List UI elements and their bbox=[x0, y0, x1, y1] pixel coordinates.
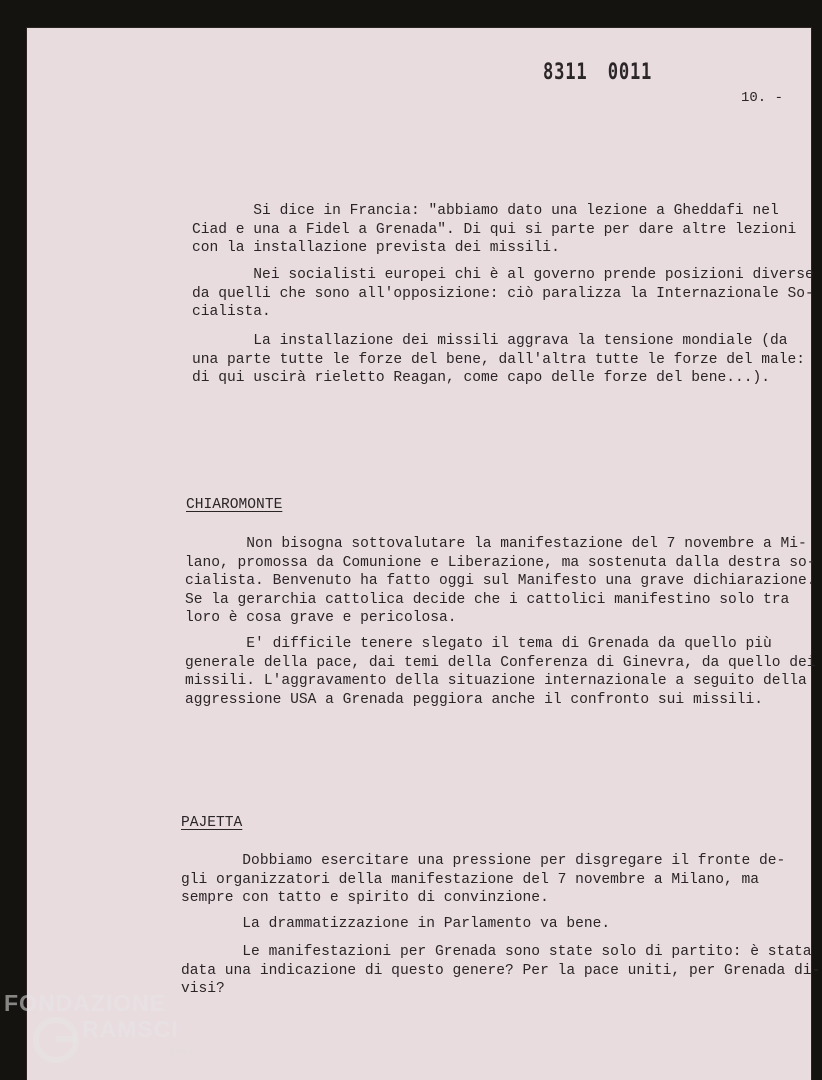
logo-line1: FONDAZIONE bbox=[4, 990, 167, 1016]
paragraph: Nei socialisti europei chi è al governo prende posizioni diverse da quelli che sono all'opposizione: ciò paralizza la Internazionale So- cialista. bbox=[192, 267, 814, 320]
paragraph: Si dice in Francia: "abbiamo dato una lezione a Gheddafi nel Ciad e una a Fidel a Grenada". Di qui si parte per dare altre lezioni con la installazione prevista dei missili. bbox=[192, 203, 797, 256]
paragraph: Non bisogna sottovalutare la manifestazione del 7 novembre a Mi- lano, promossa da Comunione e Liberazione, ma sostenuta dalla destra so- cialista. Benvenuto ha fatto oggi sul Manifesto una grave dichiarazione. Se la gerarchia cattolica decide che i cattolici manifestino solo tra loro è cosa grave e pericolosa. bbox=[185, 536, 816, 626]
logo-g-circle-icon bbox=[32, 1016, 80, 1064]
archive-stamp-number bbox=[543, 60, 672, 85]
archive-number-part: 8311 bbox=[543, 60, 588, 85]
fondazione-gramsci-watermark-logo bbox=[4, 990, 204, 1078]
speaker-heading-chiaromonte: CHIAROMONTE bbox=[186, 497, 283, 513]
paragraph: Dobbiamo esercitare una pressione per disgregare il fronte de- gli organizzatori della manifestazione del 7 novembre a Milano, ma sempre con tatto e spirito di convinzione. bbox=[181, 853, 786, 906]
page-number: 10. - bbox=[741, 90, 784, 106]
archive-number-part: 0011 bbox=[607, 60, 653, 85]
speaker-heading-pajetta: PAJETTA bbox=[181, 815, 243, 831]
logo-line2: RAMSCI bbox=[82, 1016, 179, 1042]
paragraph: La installazione dei missili aggrava la tensione mondiale (da una parte tutte le forze del bene, dall'altra tutte le forze del male: di qui uscirà rieletto Reagan, come capo delle forze del bene...). bbox=[192, 333, 806, 386]
paragraph: Le manifestazioni per Grenada sono state solo di partito: è stata data una indicazione di questo genere? Per la pace uniti, per Grenada di- visi? bbox=[181, 944, 821, 997]
logo-suffix: onlus bbox=[170, 1046, 194, 1057]
paragraph: La drammatizzazione in Parlamento va bene. bbox=[181, 916, 611, 932]
paragraph: E' difficile tenere slegato il tema di Grenada da quello più generale della pace, dai temi della Conferenza di Ginevra, da quello dei missili. L'aggravamento della situazione internazionale a seguito della aggressione USA a Grenada peggiora anche il confronto sui missili. bbox=[185, 636, 816, 708]
